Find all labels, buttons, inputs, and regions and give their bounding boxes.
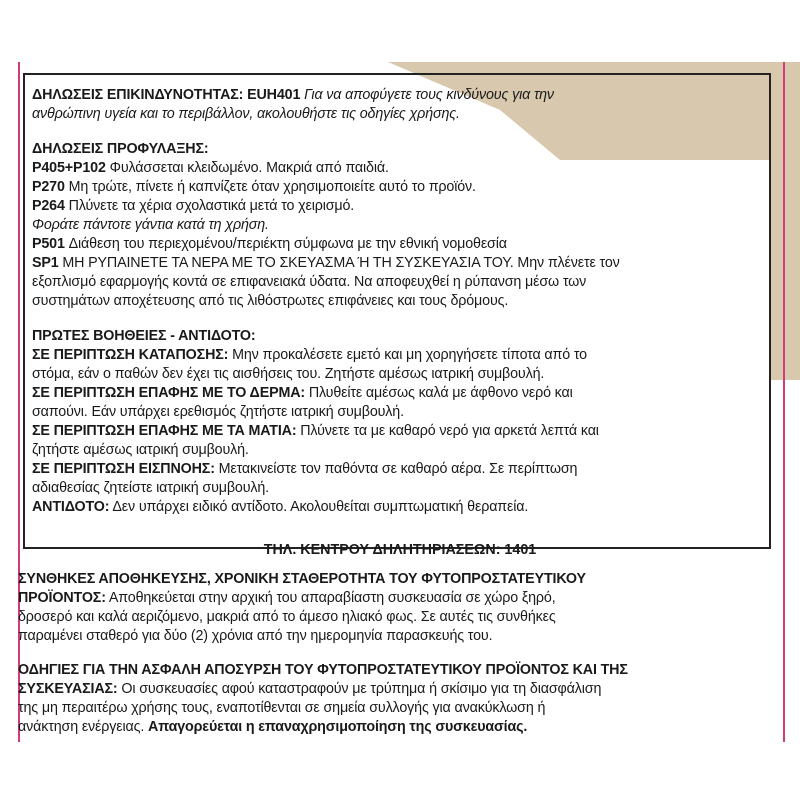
precaution-p264 [32,197,354,216]
skin-line-2: σαπούνι. Εάν υπάρχει ερεθισμός ζητήστε ιατρική συμβουλή. [32,404,404,420]
p264-code: P264 [32,198,65,214]
sp1-text: ΜΗ ΡΥΠΑΙΝΕΤΕ ΤΑ ΝΕΡΑ ΜΕ ΤΟ ΣΚΕΥΑΣΜΑ Ή ΤΗ ΣΥΣΚΕΥΑΣΙΑ ΤΟΥ. Μην πλένετε τον [58,255,620,271]
p501-code: P501 [32,236,65,252]
disposal-text-3: ανάκτηση ενέργειας. [18,719,149,735]
p405-text: Φυλάσσεται κλειδωμένο. Μακριά από παιδιά. [105,160,389,176]
skin-label: ΣΕ ΠΕΡΙΠΤΩΣΗ ΕΠΑΦΗΣ ΜΕ ΤΟ ΔΕΡΜΑ: [32,385,306,401]
poison-center-phone: ΤΗΛ. ΚΕΝΤΡΟΥ ΔΗΛΗΤΗΡΙΑΣΕΩΝ: 1401 [263,542,537,559]
inhalation-label: ΣΕ ΠΕΡΙΠΤΩΣΗ ΕΙΣΠΝΟΗΣ: [32,461,215,477]
first-aid-ingestion [32,346,587,365]
disposal-bold-text: Απαγορεύεται η επαναχρησιμοποίηση της συσκευασίας. [148,719,528,735]
inhalation-text: Μετακινείστε τον παθόντα σε καθαρό αέρα. Σε περίπτωση [214,461,578,477]
eyes-line-2: ζητήστε αμέσως ιατρική συμβουλή. [32,442,249,458]
eyes-label: ΣΕ ΠΕΡΙΠΤΩΣΗ ΕΠΑΦΗΣ ΜΕ ΤΑ ΜΑΤΙΑ: [32,423,297,439]
first-aid-skin [32,384,573,403]
storage-text-3: παραμένει σταθερό για δύο (2) χρόνια από την ημερομηνία παρασκευής του. [18,628,493,644]
precaution-gloves: Φοράτε πάντοτε γάντια κατά τη χρήση. [32,217,269,233]
ingestion-label: ΣΕ ΠΕΡΙΠΤΩΣΗ ΚΑΤΑΠΟΣΗΣ: [32,347,229,363]
storage-text-1: Αποθηκεύεται στην αρχική του απαραβίαστη συσκευασία σε χώρο ξηρό, [105,590,556,606]
p501-text: Διάθεση του περιεχομένου/περιέκτη σύμφωνα με την εθνική νομοθεσία [64,236,507,252]
eyes-text: Πλύνετε τα με καθαρό νερό για αρκετά λεπτά και [296,423,599,439]
disposal-text-2: της μη περαιτέρω χρήσης τους, εναποτίθενται σε σημεία συλλογής για ανακύκλωση ή [18,700,546,716]
hazard-heading: ΔΗΛΩΣΕΙΣ ΕΠΙΚΙΝΔΥΝΟΤΗΤΑΣ: EUH401 [32,87,301,103]
right-pink-border [783,62,785,742]
inhalation-line-2: αδιαθεσίας ζητείστε ιατρική συμβουλή. [32,480,269,496]
antidote-text: Δεν υπάρχει ειδικό αντίδοτο. Ακολουθείται συμπτωματική θεραπεία. [109,499,529,515]
skin-text: Πλυθείτε αμέσως καλά με άφθονο νερό και [305,385,573,401]
ingestion-text: Μην προκαλέσετε εμετό και μη χορηγήσετε τίποτα από το [228,347,587,363]
p270-text: Μη τρώτε, πίνετε ή καπνίζετε όταν χρησιμοποιείτε αυτό το προϊόν. [64,179,476,195]
storage-line-1 [18,589,556,608]
storage-heading-1: ΣΥΝΘΗΚΕΣ ΑΠΟΘΗΚΕΥΣΗΣ, ΧΡΟΝΙΚΗ ΣΤΑΘΕΡΟΤΗΤΑ ΤΟΥ ΦΥΤΟΠΡΟΣΤΑΤΕΥΤΙΚΟΥ [18,571,586,587]
first-aid-heading: ΠΡΩΤΕΣ ΒΟΗΘΕΙΕΣ - ΑΝΤΙΔΟΤΟ: [32,328,256,344]
disposal-heading-1: ΟΔΗΓΙΕΣ ΓΙΑ ΤΗΝ ΑΣΦΑΛΗ ΑΠΟΣΥΡΣΗ ΤΟΥ ΦΥΤΟΠΡΟΣΤΑΤΕΥΤΙΚΟΥ ΠΡΟΪΟΝΤΟΣ ΚΑΙ ΤΗΣ [18,662,628,678]
sp1-code: SP1 [32,255,59,271]
first-aid-antidote [32,498,528,517]
disposal-line-1 [18,680,601,699]
first-aid-inhalation [32,460,577,479]
storage-text-2: δροσερό και καλά αεριζόμενο, μακριά από το άμεσο ηλιακό φως. Σε αυτές τις συνθήκες [18,609,556,625]
disposal-heading-2: ΣΥΣΚΕΥΑΣΙΑΣ: [18,681,118,697]
disposal-line-3 [18,718,527,737]
precaution-p405 [32,159,389,178]
hazard-text-1: Για να αποφύγετε τους κινδύνους για την [300,87,554,103]
antidote-label: ΑΝΤΙΔΟΤΟ: [32,499,110,515]
ingestion-line-2: στόμα, εάν ο παθών δεν έχει τις αισθήσεις του. Ζητήστε αμέσως ιατρική συμβουλή. [32,366,545,382]
precaution-heading: ΔΗΛΩΣΕΙΣ ΠΡΟΦΥΛΑΞΗΣ: [32,141,209,157]
hazard-text-2: ανθρώπινη υγεία και το περιβάλλον, ακολουθήστε τις οδηγίες χρήσης. [32,106,460,122]
p264-text: Πλύνετε τα χέρια σχολαστικά μετά το χειρισμό. [64,198,355,214]
precaution-sp1 [32,254,620,273]
hazard-line-1 [32,86,554,105]
sp1-line-3: συστημάτων αποχέτευσης από τις λιθόστρωτες επιφάνειες και τους δρόμους. [32,293,509,309]
storage-heading-2: ΠΡΟΪΟΝΤΟΣ: [18,590,106,606]
p270-code: P270 [32,179,65,195]
precaution-p270 [32,178,476,197]
p405-code: P405+P102 [32,160,106,176]
disposal-text-1: Οι συσκευασίες αφού καταστραφούν με τρύπημα ή σκίσιμο για τη διασφάλιση [117,681,602,697]
first-aid-eyes [32,422,599,441]
sp1-line-2: εξοπλισμό εφαρμογής κοντά σε επιφανειακά ύδατα. Να αποφευχθεί η ρύπανση μέσω των [32,274,587,290]
precaution-p501 [32,235,507,254]
